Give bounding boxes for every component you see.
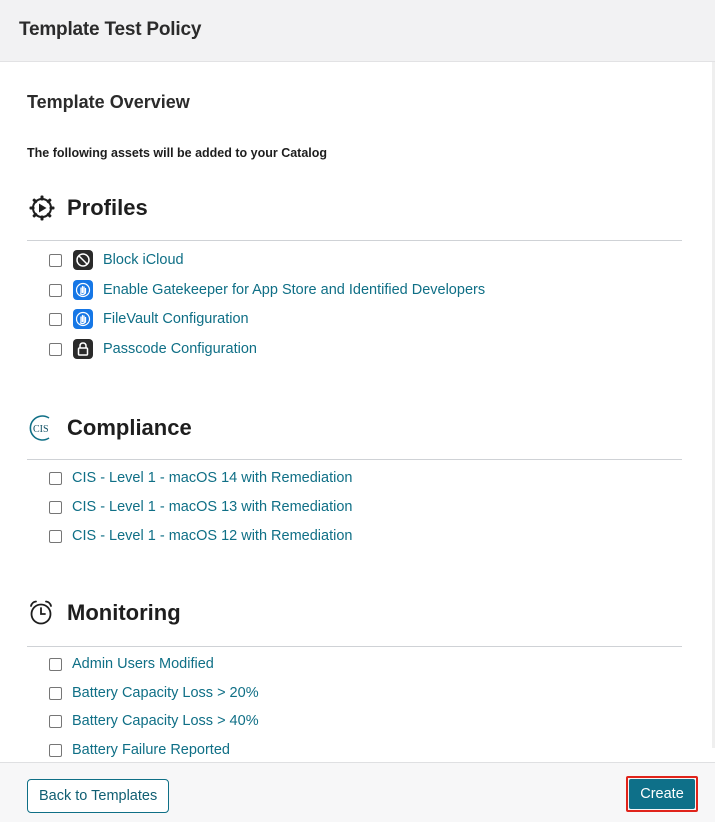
page-title: Template Test Policy (19, 19, 202, 40)
hand-stop-icon (73, 309, 93, 329)
checkbox[interactable] (49, 472, 62, 485)
create-button-highlight (626, 776, 698, 812)
asset-link[interactable]: Battery Capacity Loss > 20% (72, 685, 259, 701)
lock-icon (73, 339, 93, 359)
compliance-heading (27, 413, 192, 443)
checkbox[interactable] (49, 254, 62, 267)
checkbox[interactable] (49, 313, 62, 326)
checkbox[interactable] (49, 658, 62, 671)
checkbox[interactable] (49, 284, 62, 297)
overview-subtitle: The following assets will be added to your Catalog (27, 146, 328, 160)
section-title: Monitoring (67, 600, 181, 625)
profiles-heading (27, 193, 148, 223)
template-overview-panel[interactable] (0, 62, 712, 758)
divider (27, 240, 682, 241)
back-to-templates-button[interactable]: Back to Templates (27, 779, 169, 813)
svg-text:CIS: CIS (33, 424, 49, 435)
block-icon (73, 250, 93, 270)
list-item (49, 710, 259, 732)
alarm-clock-icon (27, 598, 57, 628)
hand-stop-icon (73, 280, 93, 300)
list-item (49, 308, 249, 330)
create-button[interactable]: Create (629, 779, 695, 809)
list-item (49, 279, 485, 301)
list-item (49, 249, 184, 271)
checkbox[interactable] (49, 715, 62, 728)
section-title: Compliance (67, 415, 192, 440)
asset-link[interactable]: Passcode Configuration (103, 341, 257, 357)
list-item (49, 739, 230, 761)
overview-title: Template Overview (27, 92, 190, 112)
monitoring-heading (27, 598, 181, 628)
asset-link[interactable]: CIS - Level 1 - macOS 13 with Remediation (72, 499, 353, 515)
list-item (49, 653, 214, 675)
checkbox[interactable] (49, 744, 62, 757)
asset-link[interactable]: Block iCloud (103, 252, 184, 268)
asset-link[interactable]: FileVault Configuration (103, 311, 249, 327)
section-title: Profiles (67, 195, 148, 220)
gear-icon (27, 193, 57, 223)
asset-link[interactable]: Admin Users Modified (72, 656, 214, 672)
checkbox[interactable] (49, 343, 62, 356)
list-item (49, 682, 259, 704)
list-item (49, 467, 352, 489)
asset-link[interactable]: CIS - Level 1 - macOS 14 with Remediation (72, 470, 353, 486)
checkbox[interactable] (49, 687, 62, 700)
checkbox[interactable] (49, 530, 62, 543)
list-item (49, 338, 257, 360)
footer-bar (0, 762, 715, 822)
divider (27, 459, 682, 460)
asset-link[interactable]: Battery Failure Reported (72, 742, 230, 758)
list-item (49, 496, 352, 518)
divider (27, 646, 682, 647)
asset-link[interactable]: Enable Gatekeeper for App Store and Identified Developers (103, 282, 486, 298)
asset-link[interactable]: Battery Capacity Loss > 40% (72, 713, 259, 729)
checkbox[interactable] (49, 501, 62, 514)
cis-logo-icon (27, 413, 57, 443)
page-header (0, 0, 715, 62)
asset-link[interactable]: CIS - Level 1 - macOS 12 with Remediation (72, 528, 353, 544)
list-item (49, 525, 352, 547)
